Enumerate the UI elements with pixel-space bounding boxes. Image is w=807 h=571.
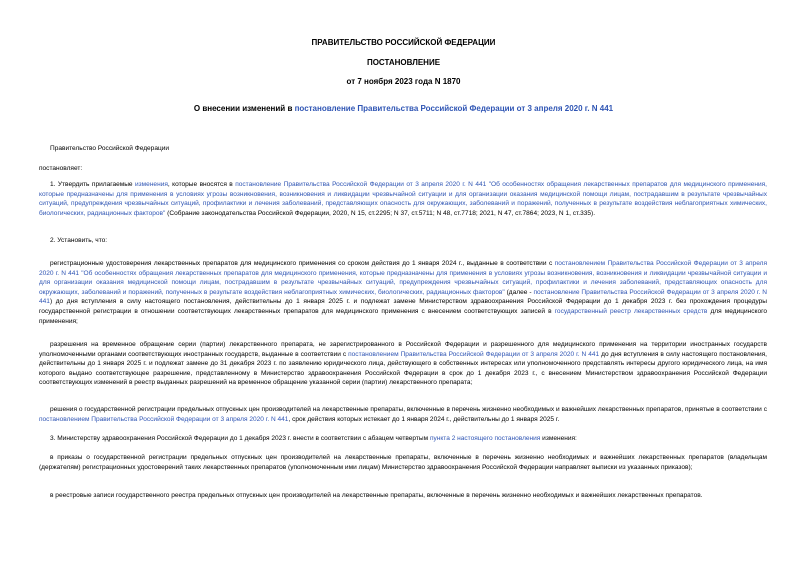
p1-changes-link[interactable]: изменения xyxy=(135,181,168,188)
paragraph-3 xyxy=(39,434,767,444)
paragraph-2b xyxy=(39,340,767,388)
p2c-text-a: решения о государственной регистрации предельных отпускных цен производителей на лекарственные препараты, включенные в перечень жизненно необходимых и важнейших лекарственных препаратов, принятые в соответствии с xyxy=(50,406,767,413)
p2a-resolution-link[interactable]: постановлением Правительства Российской Федерации от 3 апреля 2020 г. N 441 "Об особенностях обращения лекарственных препаратов для медицинского применения, которые предназначены для применения в условиях угрозы возникновения, возникновения и ликвидации чрезвычайной ситуации и для организации оказания медицинской помощи лицам, пострадавшим в результате чрезвычайных ситуаций, предупреждения чрезвычайных ситуаций, профилактики и лечения заболеваний, представляющих опасность для окружающих, заболеваний и поражений, полученных в результате воздействия неблагоприятных химических, биологических, радиационных факторов" xyxy=(39,260,767,296)
p3-text-a: 3. Министерству здравоохранения Российской Федерации до 1 декабря 2023 г. внести в соответствии с абзацем четвертым xyxy=(50,435,430,442)
paragraph-3b: в реестровые записи государственного реестра предельных отпускных цен производителей на лекарственные препараты, включенные в перечень жизненно необходимых и важнейших лекарственных препаратов. xyxy=(50,492,703,499)
p1-text-c: (Собрание законодательства Российской Федерации, 2020, N 15, ст.2295; N 37, ст.5711; N 48, ст.7718; 2021, N 47, ст.7864; 2023, N 1, ст.335). xyxy=(165,209,596,217)
p2a-registry-link[interactable]: государственный реестр лекарственных средств xyxy=(554,307,708,315)
p2a-text-a: регистрационные удостоверения лекарственных препаратов для медицинского применения со сроком действия до 1 января 2024 г., выданные в соответствии с xyxy=(50,260,555,267)
document-org: ПРАВИТЕЛЬСТВО РОССИЙСКОЙ ФЕДЕРАЦИИ xyxy=(311,38,496,47)
p3-text-b: изменения: xyxy=(540,435,577,442)
document-date-number: от 7 ноября 2023 года N 1870 xyxy=(346,77,461,86)
p2a-text-c: ) до дня вступления в силу настоящего постановления, действительны до 1 января 2025 г. и подлежат замене Министерством здравоохранения Российской Федерации до 1 декабря 2023 г. без прохождения процедуры государственной регистрации в отношении соответствующих лекарственных препаратов для медицинского применения с внесением соответствующих записей в xyxy=(39,298,767,315)
p2a-resolution-short-link[interactable]: постановление Правительства Российской Федерации от 3 апреля 2020 г. N 441 xyxy=(39,288,767,306)
title-text: О внесении изменений в xyxy=(193,104,295,113)
p2c-resolution-link[interactable]: постановлением Правительства Российской Федерации от 3 апреля 2020 г. N 441 xyxy=(39,415,289,423)
document-title xyxy=(0,104,807,114)
p1-text-a: 1. Утвердить прилагаемые xyxy=(50,181,136,188)
p2b-resolution-link[interactable]: постановлением Правительства Российской Федерации от 3 апреля 2020 г. N 441 xyxy=(348,350,600,358)
p1-text-b: , которые вносятся в xyxy=(167,181,236,188)
p2b-text-b: до дня вступления в силу настоящего постановления, действительны до 1 января 2025 г. и подлежат замене до 31 декабря 2023 г. по заявлению юридического лица, действующего в собственных интересах или уполномоченного представлять интересы другого юридического лица, на имя которого выдано соответствующее разрешение, представленному в Министерство здравоохранения Российской Федерации в срок до 1 декабря 2023 г., с внесением Министерством здравоохранения Российской Федерации соответствующих изменений в реестр выданных разрешений на временное обращение указанной серии (партии) лекарственного препарата; xyxy=(39,350,767,387)
p2a-text-d: для медицинского применения; xyxy=(39,307,767,325)
paragraph-2: 2. Установить, что: xyxy=(50,237,108,244)
p3-item-link[interactable]: пункта 2 настоящего постановления xyxy=(429,435,541,442)
document-type: ПОСТАНОВЛЕНИЕ xyxy=(366,58,441,67)
resolves-line: постановляет: xyxy=(39,165,83,172)
p2c-text-b: , срок действия которых истекает до 1 января 2024 г., действительны до 1 января 2025 г. xyxy=(288,415,560,423)
p1-resolution-link[interactable]: постановление Правительства Российской Федерации от 3 апреля 2020 г. N 441 "Об особенностях обращения лекарственных препаратов для медицинского применения, которые предназначены для применения в условиях угрозы возникновения, возникновения и ликвидации чрезвычайной ситуации и для организации оказания медицинской помощи лицам, пострадавшим в результате чрезвычайных ситуаций, предупреждения чрезвычайных ситуаций, профилактики и лечения заболеваний, представляющих опасность для окружающих, заболеваний и поражений, полученных в результате воздействия неблагоприятных химических, биологических, радиационных факторов" xyxy=(39,181,767,217)
paragraph-2c xyxy=(39,405,767,424)
paragraph-2a xyxy=(39,259,767,326)
p2b-text-a: разрешения на временное обращение серии (партии) лекарственного препарата, не зарегистрированного в Российской Федерации и разрешенного для медицинского применения на территории иностранных государств уполномоченными органами соответствующих иностранных государств, выданные в соответствии с xyxy=(39,341,767,358)
title-link[interactable]: постановление Правительства Российской Федерации от 3 апреля 2020 г. N 441 xyxy=(294,104,614,113)
government-line: Правительство Российской Федерации xyxy=(50,145,170,152)
paragraph-1 xyxy=(39,180,767,218)
p2a-text-b: (далее - xyxy=(504,288,534,296)
paragraph-3a: в приказы о государственной регистрации предельных отпускных цен производителей на лекарственные препараты, включенные в перечень жизненно необходимых и важнейших лекарственных препаратов (владельцам (держателям) регистрационных удостоверений таких лекарственных препаратов (уполномоченным ими лицам) Министерство здравоохранения Российской Федерации направляет выписки из указанных приказов); xyxy=(39,454,767,471)
